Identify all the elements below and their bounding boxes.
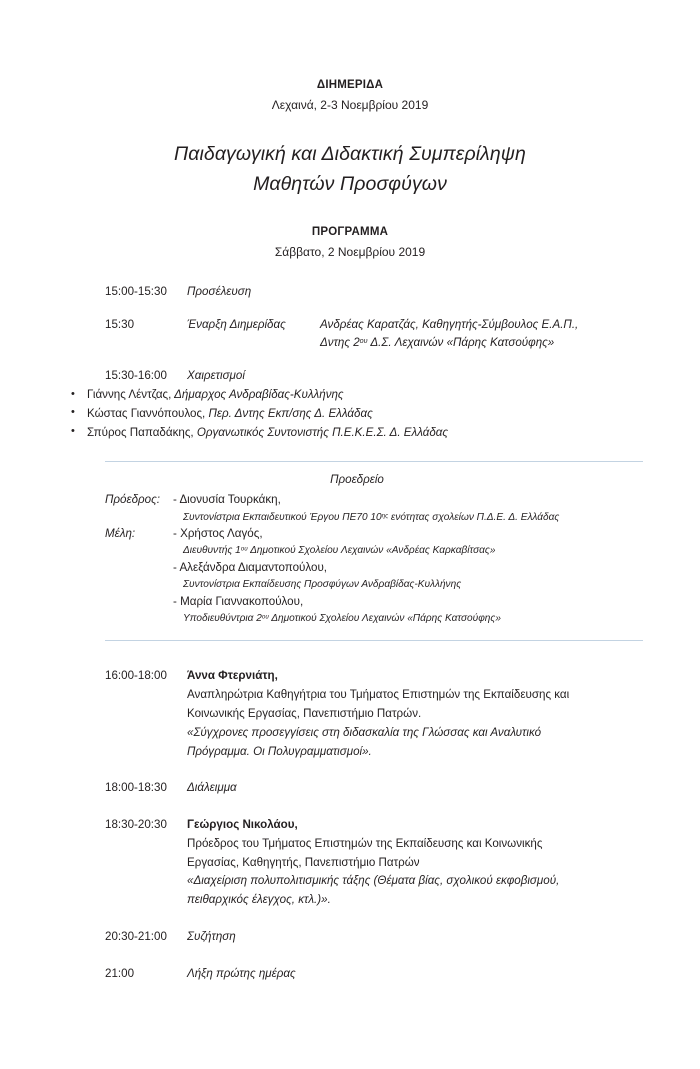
- speaker-name: Ανδρέας Καρατζάς,: [320, 317, 419, 331]
- presidium-members-label: Μέλη:: [105, 526, 136, 540]
- list-item: [71, 405, 700, 424]
- schedule-description: [187, 667, 643, 761]
- speaker-affiliation-line: Αναπληρώτρια Καθηγήτρια του Τμήματος Επιστημών της Εκπαίδευσης και: [187, 688, 570, 702]
- role-prefix: Συντονίστρια Εκπαίδευσης Προσφύγων Ανδραβίδας-Κυλλήνης: [183, 579, 462, 591]
- presidium-section: [0, 471, 700, 626]
- presidium-chair-label: Πρόεδρος:: [105, 492, 160, 506]
- role-suffix: ενότητας σχολείων Π.Δ.Ε. Δ. Ελλάδας: [388, 511, 560, 523]
- presidium-person-role: [169, 611, 643, 626]
- presidium-person-role: [169, 510, 643, 525]
- program-label: ΠΡΟΓΡΑΜΜΑ: [311, 225, 389, 238]
- schedule-time: 20:30-21:00: [105, 930, 167, 944]
- presidium-member: [169, 525, 643, 559]
- schedule-time: 16:00-18:00: [105, 669, 167, 683]
- greeter-role: Περ. Δντης Εκπ/σης Δ. Ελλάδας: [205, 406, 373, 420]
- list-item: [71, 424, 700, 443]
- presidium-members-list: [169, 525, 643, 627]
- schedule-bottom-section: [0, 667, 700, 983]
- presidium-chair-row: [105, 491, 643, 525]
- presidium-members-row: [105, 525, 643, 627]
- schedule-description: Χαιρετισμοί: [187, 369, 245, 383]
- speaker-role: Καθηγητής-Σύμβουλος Ε.Α.Π.,: [418, 317, 579, 331]
- document-page: [0, 78, 700, 1069]
- program-date: Σάββατο, 2 Νοεμβρίου 2019: [274, 244, 426, 259]
- speaker-line: [320, 334, 643, 353]
- greetings-list: [0, 386, 700, 442]
- schedule-description: [187, 316, 643, 354]
- divider-top: [105, 461, 643, 462]
- greeter-name: Γιάννης Λέντζας,: [87, 388, 172, 401]
- speaker-name: Άννα Φτερνιάτη,: [187, 669, 278, 683]
- role-prefix: Συντονίστρια Εκπαιδευτικού Έργου ΠΕ70 10: [183, 511, 382, 523]
- speaker-role-prefix: Δντης 2: [320, 336, 360, 350]
- talk-title-line: Πρόγραμμα. Οι Πολυγραμματισμοί».: [187, 744, 372, 758]
- schedule-time: 21:00: [105, 966, 135, 980]
- presidium-person-name: - Αλεξάνδρα Διαμαντοπούλου,: [173, 560, 328, 574]
- page-title-line-1: Παιδαγωγική και Διδακτική Συμπερίληψη: [174, 143, 526, 166]
- presidium-person-name: - Διονυσία Τουρκάκη,: [173, 492, 281, 506]
- presidium-person-name: - Μαρία Γιαννακοπούλου,: [173, 594, 304, 608]
- presidium-grid: [105, 491, 643, 627]
- schedule-description: [187, 816, 643, 910]
- speaker-affiliation-line: Κοινωνικής Εργασίας, Πανεπιστήμιο Πατρών.: [187, 706, 422, 720]
- schedule-row: [105, 667, 643, 761]
- ordinal-superscript: ου: [359, 336, 368, 346]
- event-place-date: Λεχαινά, 2-3 Νοεμβρίου 2019: [271, 98, 429, 113]
- schedule-description: Διάλειμμα: [187, 781, 237, 795]
- role-suffix: Δημοτικού Σχολείου Λεχαινών «Πάρης Κατσούφης»: [268, 613, 501, 625]
- divider-bottom: [105, 640, 643, 641]
- ordinal-superscript: ου: [240, 545, 248, 553]
- document-header: [0, 78, 700, 259]
- role-prefix: Διευθυντής 1: [183, 545, 241, 557]
- schedule-speaker-block: [320, 316, 643, 354]
- greeter-role: Δήμαρχος Ανδραβίδας-Κυλλήνης: [171, 388, 344, 401]
- role-suffix: Δημοτικού Σχολείου Λεχαινών «Ανδρέας Καρκαβίτσας»: [247, 545, 496, 557]
- speaker-affiliation-line: Εργασίας, Καθηγητής, Πανεπιστήμιο Πατρών: [187, 855, 420, 869]
- role-prefix: Υποδιευθύντρια 2: [183, 613, 262, 625]
- speaker-line: [320, 316, 643, 335]
- talk-title-line: «Σύγχρονες προσεγγίσεις στη διδασκαλία της Γλώσσας και Αναλυτικό: [187, 725, 542, 739]
- presidium-title: Προεδρείο: [330, 473, 384, 487]
- schedule-time: 15:00-15:30: [105, 284, 167, 298]
- talk-title-line: πειθαρχικός έλεγχος, κτλ.)».: [187, 893, 331, 907]
- presidium-person-role: [169, 577, 643, 592]
- speaker-affiliation-line: Πρόεδρος του Τμήματος Επιστημών της Εκπαίδευσης και Κοινωνικής: [187, 836, 543, 850]
- greeter-role: Οργανωτικός Συντονιστής Π.Ε.Κ.Ε.Σ. Δ. Ελλάδας: [193, 425, 449, 439]
- page-title: [0, 140, 700, 199]
- presidium-member: [169, 593, 643, 627]
- presidium-person-name: - Χρήστος Λαγός,: [173, 526, 263, 540]
- schedule-row: [105, 779, 643, 798]
- schedule-row: [105, 965, 643, 984]
- schedule-row: [105, 816, 643, 910]
- presidium-chair-block: [169, 491, 643, 525]
- schedule-top-section: [0, 283, 700, 386]
- schedule-row: [105, 928, 643, 947]
- schedule-time: 15:30-16:00: [105, 369, 167, 383]
- schedule-time: 18:00-18:30: [105, 781, 167, 795]
- talk-title-line: «Διαχείριση πολυπολιτισμικής τάξης (Θέματα βίας, σχολικού εκφοβισμού,: [187, 874, 560, 888]
- presidium-person-role: [169, 543, 643, 558]
- schedule-row: [105, 367, 643, 386]
- schedule-row: [105, 316, 643, 354]
- schedule-description: Λήξη πρώτης ημέρας: [187, 966, 296, 980]
- page-title-line-2: Μαθητών Προσφύγων: [253, 172, 447, 195]
- schedule-time: 18:30-20:30: [105, 818, 167, 832]
- schedule-time: 15:30: [105, 317, 135, 331]
- schedule-activity-label: Έναρξη Διημερίδας: [187, 317, 286, 331]
- schedule-description: Προσέλευση: [187, 284, 252, 298]
- ordinal-superscript: ης: [381, 511, 389, 519]
- greeter-name: Σπύρος Παπαδάκης,: [87, 425, 194, 439]
- list-item: [71, 386, 700, 405]
- event-type-label: ΔΙΗΜΕΡΙΔΑ: [316, 79, 384, 91]
- schedule-description: Συζήτηση: [187, 930, 236, 944]
- greeter-name: Κώστας Γιαννόπουλος,: [87, 406, 206, 420]
- speaker-name: Γεώργιος Νικολάου,: [187, 818, 298, 832]
- speaker-role-suffix: Δ.Σ. Λεχαινών «Πάρης Κατσούφης»: [367, 336, 555, 350]
- presidium-member: [169, 559, 643, 593]
- schedule-row: [105, 283, 643, 302]
- ordinal-superscript: ου: [261, 613, 269, 621]
